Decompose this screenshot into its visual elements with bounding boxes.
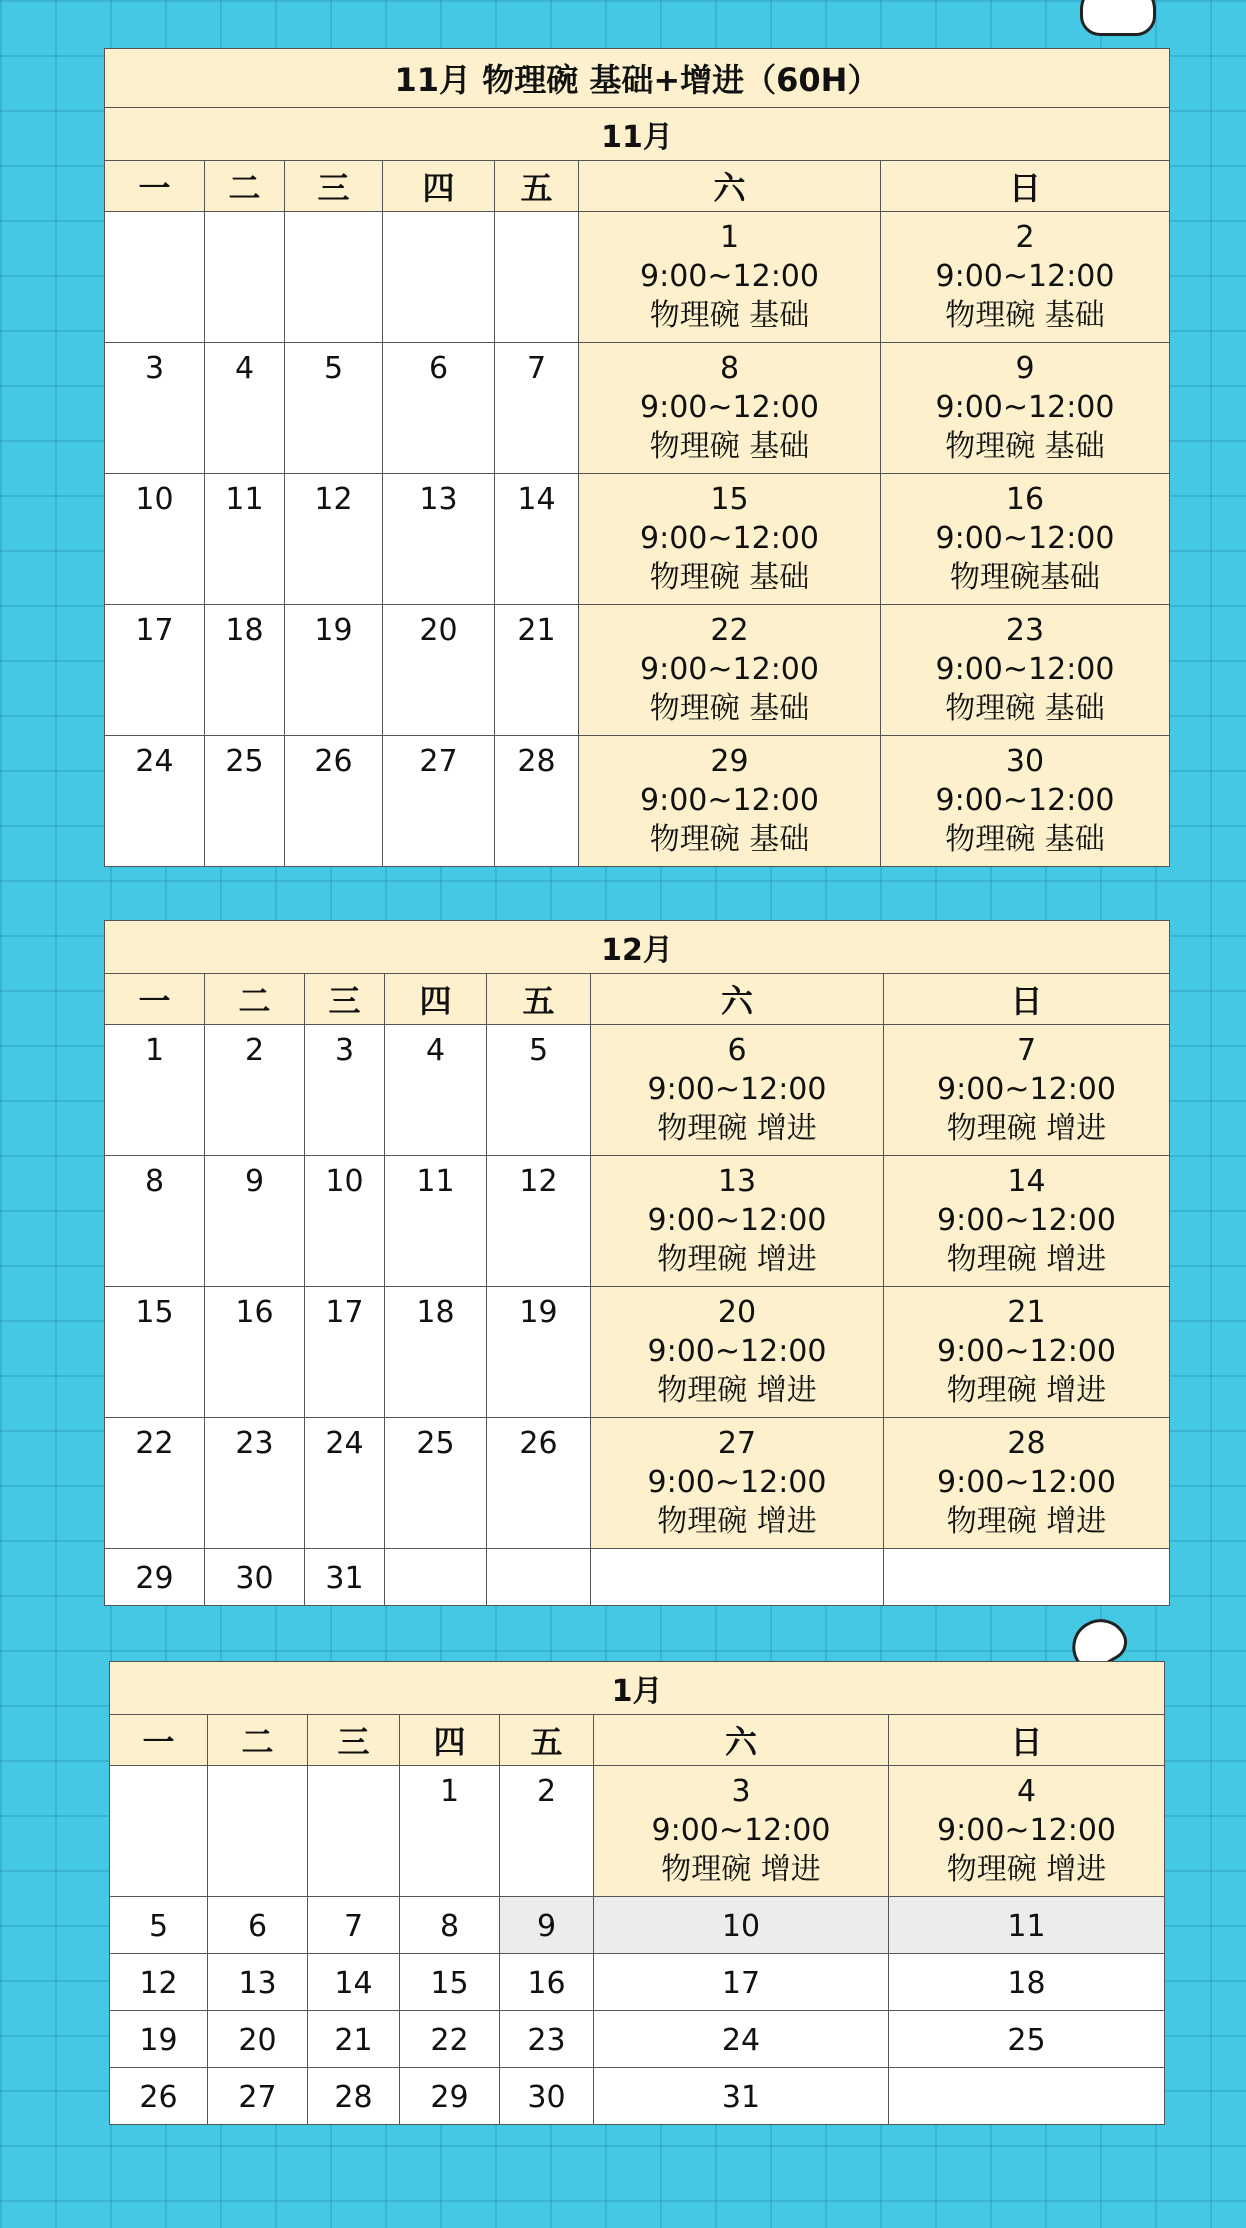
session-course: 物理碗 基础	[649, 560, 810, 595]
calendar-day-cell	[105, 343, 205, 474]
weekday-label: 五	[487, 974, 591, 1025]
day-number: 27	[717, 1426, 757, 1461]
calendar-day-cell	[500, 1954, 594, 2011]
calendar-day-cell	[500, 2068, 594, 2125]
calendar-day-cell	[285, 343, 383, 474]
calendar-day-cell	[500, 1897, 594, 1954]
weekday-label: 三	[305, 974, 385, 1025]
calendar-day-cell	[110, 2068, 208, 2125]
day-number: 9	[1015, 351, 1035, 386]
day-number: 23	[235, 1426, 274, 1461]
day-number: 13	[717, 1164, 757, 1199]
day-number: 28	[517, 744, 556, 779]
day-number: 26	[139, 2079, 178, 2115]
day-number: 2	[244, 1033, 265, 1068]
day-number: 30	[527, 2079, 566, 2115]
day-number: 21	[517, 613, 556, 648]
weekday-label: 二	[205, 974, 305, 1025]
day-number: 15	[430, 1965, 469, 2001]
day-number: 24	[325, 1426, 364, 1461]
calendar-week-row	[110, 1766, 1165, 1897]
weekday-label: 六	[594, 1715, 889, 1766]
day-number: 5	[148, 1908, 169, 1944]
day-number: 20	[717, 1295, 757, 1330]
day-number: 27	[238, 2079, 277, 2115]
calendar-day-cell	[105, 474, 205, 605]
day-number: 3	[731, 1774, 751, 1809]
calendar-day-cell	[487, 1549, 591, 1606]
weekday-label: 日	[884, 974, 1170, 1025]
session-time: 9:00~12:00	[640, 390, 819, 425]
calendar-day-cell	[591, 1549, 884, 1606]
day-number: 4	[1016, 1774, 1037, 1809]
calendar-day-cell	[594, 1897, 889, 1954]
day-number: 11	[416, 1164, 455, 1199]
day-number: 4	[425, 1033, 446, 1068]
calendar-day-cell	[500, 1766, 594, 1897]
day-number: 17	[325, 1295, 364, 1330]
day-number: 26	[314, 744, 353, 779]
calendar-day-cell	[308, 2068, 400, 2125]
page-title: 11月 物理碗 基础+增进（60H）	[105, 49, 1170, 108]
calendar-week-row	[105, 1287, 1170, 1418]
calendar-day-cell	[487, 1287, 591, 1418]
weekday-label: 四	[385, 974, 487, 1025]
weekday-label: 四	[400, 1715, 500, 1766]
calendar-day-cell	[591, 1418, 884, 1549]
weekday-header-row	[110, 1715, 1165, 1766]
weekday-label: 一	[105, 974, 205, 1025]
day-number: 15	[710, 482, 749, 517]
session-course: 物理碗 增进	[661, 1852, 821, 1887]
calendar-day-cell	[110, 1766, 208, 1897]
day-number: 27	[419, 744, 458, 779]
day-number: 8	[719, 351, 740, 386]
day-number: 26	[519, 1426, 558, 1461]
day-number: 13	[419, 482, 458, 517]
day-number: 6	[247, 1908, 268, 1944]
calendar-day-cell	[579, 605, 881, 736]
calendar-day-cell	[383, 736, 495, 867]
day-number: 7	[1016, 1033, 1037, 1068]
day-number: 24	[721, 2022, 761, 2058]
calendar-week-row	[105, 1418, 1170, 1549]
day-number: 17	[721, 1965, 761, 2001]
calendar-day-cell	[105, 1418, 205, 1549]
weekday-label: 三	[308, 1715, 400, 1766]
day-number: 10	[325, 1164, 364, 1199]
calendar-day-cell	[884, 1287, 1170, 1418]
calendar-day-cell	[591, 1156, 884, 1287]
calendar-day-cell	[308, 1766, 400, 1897]
session-time: 9:00~12:00	[937, 1813, 1116, 1848]
calendar-day-cell	[308, 1897, 400, 1954]
calendar-day-cell	[889, 1897, 1165, 1954]
calendar-day-cell	[285, 736, 383, 867]
day-number: 3	[334, 1033, 355, 1068]
calendar-day-cell	[205, 1025, 305, 1156]
session-time: 9:00~12:00	[935, 783, 1115, 818]
calendar-day-cell	[881, 343, 1170, 474]
day-number: 10	[721, 1908, 761, 1944]
day-number: 23	[1005, 613, 1045, 648]
session-time: 9:00~12:00	[935, 390, 1115, 425]
session-course: 物理碗基础	[950, 560, 1100, 595]
weekday-label: 二	[205, 161, 285, 212]
calendar-day-cell	[594, 2068, 889, 2125]
calendar-week-row	[105, 1549, 1170, 1606]
calendar-day-cell	[110, 1897, 208, 1954]
day-number: 14	[1007, 1164, 1046, 1199]
day-number: 24	[135, 744, 174, 779]
day-number: 19	[314, 613, 353, 648]
calendar-day-cell	[889, 2011, 1165, 2068]
calendar-day-cell	[205, 605, 285, 736]
calendar-day-cell	[400, 2011, 500, 2068]
month-title: 11月	[105, 108, 1170, 161]
calendar-day-cell	[205, 1287, 305, 1418]
day-number: 8	[144, 1164, 165, 1199]
session-course: 物理碗 增进	[657, 1504, 817, 1539]
calendar-day-cell	[400, 1954, 500, 2011]
calendar-november	[104, 48, 1170, 867]
calendar-day-cell	[205, 343, 285, 474]
session-time: 9:00~12:00	[651, 1813, 831, 1848]
calendar-day-cell	[208, 2011, 308, 2068]
calendar-day-cell	[884, 1549, 1170, 1606]
day-number: 25	[225, 744, 264, 779]
weekday-label: 六	[591, 974, 884, 1025]
day-number: 30	[235, 1560, 274, 1596]
calendar-day-cell	[591, 1025, 884, 1156]
day-number: 16	[1005, 482, 1045, 517]
day-number: 19	[519, 1295, 558, 1330]
weekday-label: 四	[383, 161, 495, 212]
calendar-day-cell	[305, 1156, 385, 1287]
calendar-day-cell	[487, 1156, 591, 1287]
calendar-day-cell	[881, 474, 1170, 605]
day-number: 25	[1007, 2022, 1046, 2058]
calendar-day-cell	[500, 2011, 594, 2068]
day-number: 15	[135, 1295, 174, 1330]
weekday-label: 一	[110, 1715, 208, 1766]
day-number: 22	[430, 2022, 469, 2058]
calendar-week-row	[110, 2068, 1165, 2125]
day-number: 5	[528, 1033, 549, 1068]
day-number: 10	[135, 482, 174, 517]
calendar-day-cell	[110, 2011, 208, 2068]
calendar-day-cell	[205, 1156, 305, 1287]
day-number: 11	[1007, 1908, 1046, 1944]
session-time: 9:00~12:00	[640, 259, 819, 294]
day-number: 23	[527, 2022, 566, 2058]
day-number: 21	[334, 2022, 373, 2058]
session-time: 9:00~12:00	[647, 1334, 827, 1369]
session-time: 9:00~12:00	[640, 521, 819, 556]
calendar-day-cell	[285, 605, 383, 736]
calendar-week-row	[105, 1156, 1170, 1287]
session-time: 9:00~12:00	[935, 521, 1115, 556]
calendar-week-row	[105, 212, 1170, 343]
session-course: 物理碗 增进	[657, 1111, 817, 1146]
calendar-day-cell	[594, 2011, 889, 2068]
calendar-day-cell	[881, 736, 1170, 867]
day-number: 9	[536, 1908, 557, 1944]
weekday-label: 日	[881, 161, 1170, 212]
session-time: 9:00~12:00	[937, 1072, 1116, 1107]
calendar-week-row	[105, 736, 1170, 867]
session-course: 物理碗 基础	[945, 822, 1105, 857]
calendar-day-cell	[889, 1766, 1165, 1897]
weekday-label: 五	[495, 161, 579, 212]
calendar-day-cell	[591, 1287, 884, 1418]
calendar-week-row	[105, 343, 1170, 474]
calendar-day-cell	[285, 212, 383, 343]
calendar-day-cell	[884, 1156, 1170, 1287]
calendar-day-cell	[884, 1025, 1170, 1156]
day-number: 16	[527, 1965, 566, 2001]
calendar-day-cell	[400, 1766, 500, 1897]
day-number: 4	[234, 351, 255, 386]
calendar-day-cell	[383, 212, 495, 343]
weekday-label: 五	[500, 1715, 594, 1766]
session-course: 物理碗 增进	[657, 1242, 817, 1277]
calendar-day-cell	[208, 2068, 308, 2125]
calendar-day-cell	[305, 1287, 385, 1418]
session-course: 物理碗 增进	[657, 1373, 817, 1408]
day-number: 13	[238, 1965, 277, 2001]
calendar-day-cell	[495, 736, 579, 867]
calendar-day-cell	[881, 212, 1170, 343]
day-number: 6	[727, 1033, 747, 1068]
session-time: 9:00~12:00	[935, 652, 1115, 687]
session-course: 物理碗 基础	[945, 429, 1105, 464]
session-time: 9:00~12:00	[647, 1072, 827, 1107]
calendar-day-cell	[285, 474, 383, 605]
calendar-week-row	[110, 2011, 1165, 2068]
calendar-day-cell	[105, 736, 205, 867]
session-time: 9:00~12:00	[647, 1465, 827, 1500]
session-course: 物理碗 基础	[649, 429, 810, 464]
calendar-day-cell	[205, 212, 285, 343]
calendar-day-cell	[205, 474, 285, 605]
day-number: 9	[244, 1164, 265, 1199]
day-number: 29	[710, 744, 749, 779]
calendar-week-row	[105, 474, 1170, 605]
calendar-day-cell	[889, 2068, 1165, 2125]
session-course: 物理碗 基础	[945, 298, 1105, 333]
calendar-day-cell	[385, 1025, 487, 1156]
calendar-day-cell	[889, 1954, 1165, 2011]
calendar-day-cell	[579, 736, 881, 867]
weekday-header-row	[105, 974, 1170, 1025]
calendar-day-cell	[208, 1766, 308, 1897]
calendar-december	[104, 920, 1170, 1606]
calendar-day-cell	[308, 1954, 400, 2011]
day-number: 21	[1007, 1295, 1046, 1330]
day-number: 8	[439, 1908, 460, 1944]
calendar-day-cell	[495, 474, 579, 605]
day-number: 29	[430, 2079, 469, 2115]
session-course: 物理碗 增进	[946, 1852, 1107, 1887]
day-number: 7	[526, 351, 547, 386]
day-number: 22	[710, 613, 749, 648]
calendar-day-cell	[487, 1025, 591, 1156]
day-number: 12	[139, 1965, 178, 2001]
session-time: 9:00~12:00	[640, 783, 819, 818]
day-number: 12	[314, 482, 353, 517]
day-number: 20	[238, 2022, 277, 2058]
weekday-label: 二	[208, 1715, 308, 1766]
day-number: 2	[536, 1774, 557, 1809]
session-course: 物理碗 基础	[649, 691, 810, 726]
day-number: 12	[519, 1164, 558, 1199]
calendar-day-cell	[308, 2011, 400, 2068]
calendar-day-cell	[495, 212, 579, 343]
month-title: 12月	[105, 921, 1170, 974]
calendar-day-cell	[383, 343, 495, 474]
day-number: 18	[1007, 1965, 1046, 2001]
calendar-week-row	[110, 1954, 1165, 2011]
day-number: 7	[343, 1908, 364, 1944]
calendar-day-cell	[385, 1418, 487, 1549]
calendar-day-cell	[105, 1287, 205, 1418]
calendar-day-cell	[579, 474, 881, 605]
weekday-label: 一	[105, 161, 205, 212]
calendar-day-cell	[385, 1549, 487, 1606]
day-number: 18	[416, 1295, 455, 1330]
calendar-day-cell	[400, 1897, 500, 1954]
calendar-day-cell	[579, 212, 881, 343]
session-time: 9:00~12:00	[937, 1203, 1116, 1238]
calendar-day-cell	[205, 736, 285, 867]
weekday-label: 六	[579, 161, 881, 212]
weekday-label: 日	[889, 1715, 1165, 1766]
calendar-day-cell	[205, 1549, 305, 1606]
weekday-header-row	[105, 161, 1170, 212]
calendar-day-cell	[594, 1954, 889, 2011]
day-number: 5	[323, 351, 344, 386]
day-number: 28	[334, 2079, 373, 2115]
calendar-day-cell	[495, 343, 579, 474]
session-time: 9:00~12:00	[640, 652, 819, 687]
calendar-day-cell	[495, 605, 579, 736]
calendar-day-cell	[383, 474, 495, 605]
calendar-day-cell	[305, 1025, 385, 1156]
calendar-day-cell	[881, 605, 1170, 736]
session-course: 物理碗 增进	[946, 1504, 1107, 1539]
calendar-day-cell	[385, 1156, 487, 1287]
calendar-day-cell	[105, 1549, 205, 1606]
session-time: 9:00~12:00	[647, 1203, 827, 1238]
day-number: 29	[135, 1560, 174, 1596]
calendar-day-cell	[208, 1954, 308, 2011]
calendar-day-cell	[594, 1766, 889, 1897]
day-number: 14	[517, 482, 556, 517]
day-number: 1	[719, 220, 740, 255]
weekday-label: 三	[285, 161, 383, 212]
day-number: 31	[721, 2079, 761, 2115]
calendar-day-cell	[105, 1156, 205, 1287]
session-course: 物理碗 基础	[649, 298, 810, 333]
calendar-week-row	[110, 1897, 1165, 1954]
calendar-day-cell	[105, 605, 205, 736]
day-number: 28	[1007, 1426, 1046, 1461]
session-course: 物理碗 基础	[945, 691, 1105, 726]
calendar-day-cell	[400, 2068, 500, 2125]
calendar-week-row	[105, 605, 1170, 736]
calendar-day-cell	[105, 1025, 205, 1156]
calendar-day-cell	[208, 1897, 308, 1954]
day-number: 11	[225, 482, 264, 517]
calendar-day-cell	[579, 343, 881, 474]
day-number: 1	[439, 1774, 460, 1809]
month-title: 1月	[110, 1662, 1165, 1715]
day-number: 16	[235, 1295, 274, 1330]
calendar-day-cell	[305, 1549, 385, 1606]
session-course: 物理碗 基础	[649, 822, 810, 857]
calendar-day-cell	[105, 212, 205, 343]
calendar-january	[109, 1661, 1165, 2125]
calendar-day-cell	[110, 1954, 208, 2011]
calendar-day-cell	[385, 1287, 487, 1418]
calendar-week-row	[105, 1025, 1170, 1156]
calendar-day-cell	[884, 1418, 1170, 1549]
session-time: 9:00~12:00	[935, 259, 1115, 294]
cartoon-glove-icon	[1080, 0, 1156, 36]
day-number: 3	[144, 351, 165, 386]
day-number: 30	[1005, 744, 1045, 779]
day-number: 1	[144, 1033, 165, 1068]
day-number: 31	[325, 1560, 364, 1596]
session-time: 9:00~12:00	[937, 1465, 1116, 1500]
calendar-day-cell	[205, 1418, 305, 1549]
day-number: 22	[135, 1426, 174, 1461]
day-number: 14	[334, 1965, 373, 2001]
session-time: 9:00~12:00	[937, 1334, 1116, 1369]
day-number: 19	[139, 2022, 178, 2058]
calendar-day-cell	[305, 1418, 385, 1549]
calendar-day-cell	[487, 1418, 591, 1549]
session-course: 物理碗 增进	[946, 1111, 1107, 1146]
day-number: 20	[419, 613, 458, 648]
session-course: 物理碗 增进	[946, 1242, 1107, 1277]
session-course: 物理碗 增进	[946, 1373, 1107, 1408]
day-number: 2	[1015, 220, 1035, 255]
day-number: 18	[225, 613, 264, 648]
day-number: 17	[135, 613, 174, 648]
day-number: 6	[428, 351, 449, 386]
calendar-day-cell	[383, 605, 495, 736]
day-number: 25	[416, 1426, 455, 1461]
